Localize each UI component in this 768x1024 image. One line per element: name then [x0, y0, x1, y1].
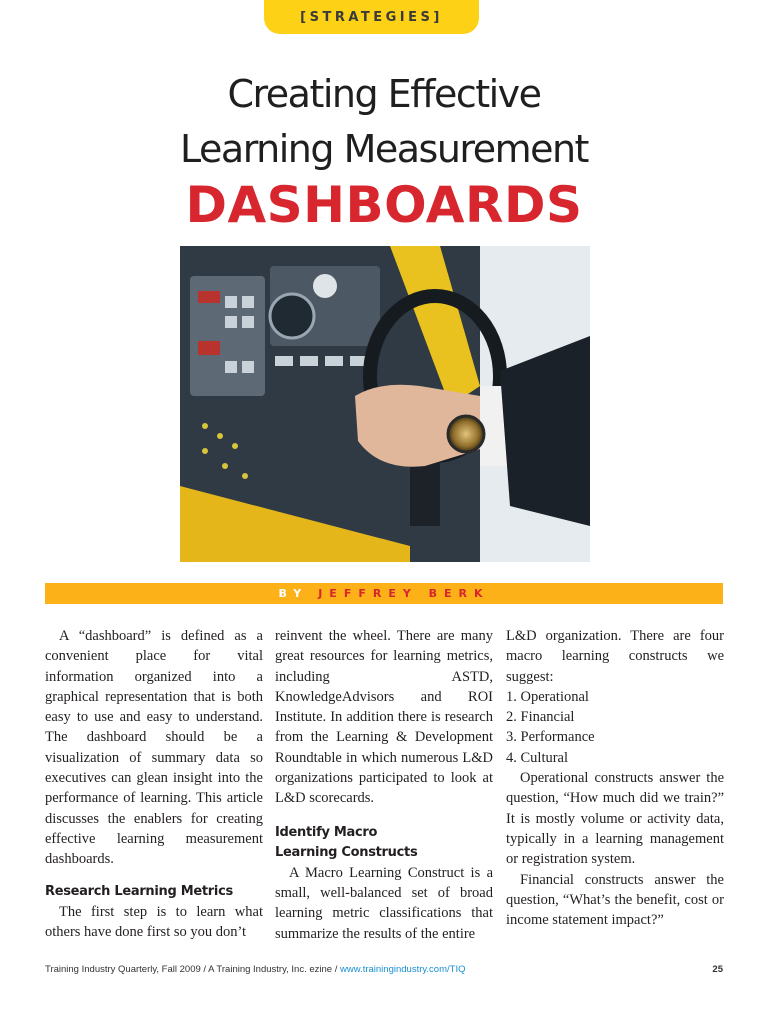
construct-list [506, 687, 724, 768]
footer-link[interactable]: www.trainingindustry.com/TIQ [340, 964, 466, 975]
article-column-2 [275, 626, 493, 944]
list-item: 3. Performance [506, 729, 595, 746]
paragraph: reinvent the wheel. There are many great resources for learning metrics, including ASTD, KnowledgeAdvisors and ROI Institute. In addition there is research from the Learning & Development Roundtable in which numerous L&D organizations participated to look at L&D scorecards. [275, 628, 493, 807]
section-heading [275, 823, 493, 863]
section-tab: [STRATEGIES] [264, 0, 479, 34]
byline-author: JEFFREY BERK [318, 587, 490, 600]
paragraph: Financial constructs answer the question, “What’s the benefit, cost or income statement impact?” [506, 871, 724, 929]
paragraph: A Macro Learning Construct is a small, well-balanced set of broad learning metric classifications that summarize the results of the entire [275, 864, 493, 942]
paragraph: L&D organization. There are four macro learning constructs we suggest: [506, 628, 724, 685]
byline-by: BY [278, 587, 309, 600]
title-line-3: DASHBOARDS [185, 176, 583, 234]
section-heading-line-2: Learning Constructs [275, 844, 418, 860]
page-number: 25 [712, 964, 723, 975]
dashboard-photo [180, 246, 590, 562]
list-item: 1. Operational [506, 688, 589, 705]
article-column-1 [45, 626, 263, 942]
page-footer [45, 964, 723, 978]
paragraph: The first step is to learn what others have done first so you don’t [45, 903, 263, 940]
paragraph: Operational constructs answer the question, “How much did we train?” It is mostly volume or activity data, typically in a learning management or registration system. [506, 770, 724, 868]
list-item: 4. Cultural [506, 749, 569, 766]
section-heading: Research Learning Metrics [45, 883, 233, 899]
byline-bar [45, 583, 723, 604]
article-column-3 [506, 626, 724, 930]
section-heading-line-1: Identify Macro [275, 824, 378, 840]
footer-publication: Training Industry Quarterly, Fall 2009 / A Training Industry, Inc. ezine / [45, 964, 340, 975]
title-line-1: Creating Effective [227, 72, 541, 116]
title-line-2: Learning Measurement [180, 127, 588, 171]
list-item: 2. Financial [506, 709, 575, 726]
paragraph: A “dashboard” is defined as a convenient place for vital information organized into a graphical representation that is both easy to use and easy to understand. The dashboard should be a visualization of summary data so executives can glean insight into the performance of learning. This article discusses the enablers for creating effective learning measurement dashboards. [45, 628, 263, 868]
